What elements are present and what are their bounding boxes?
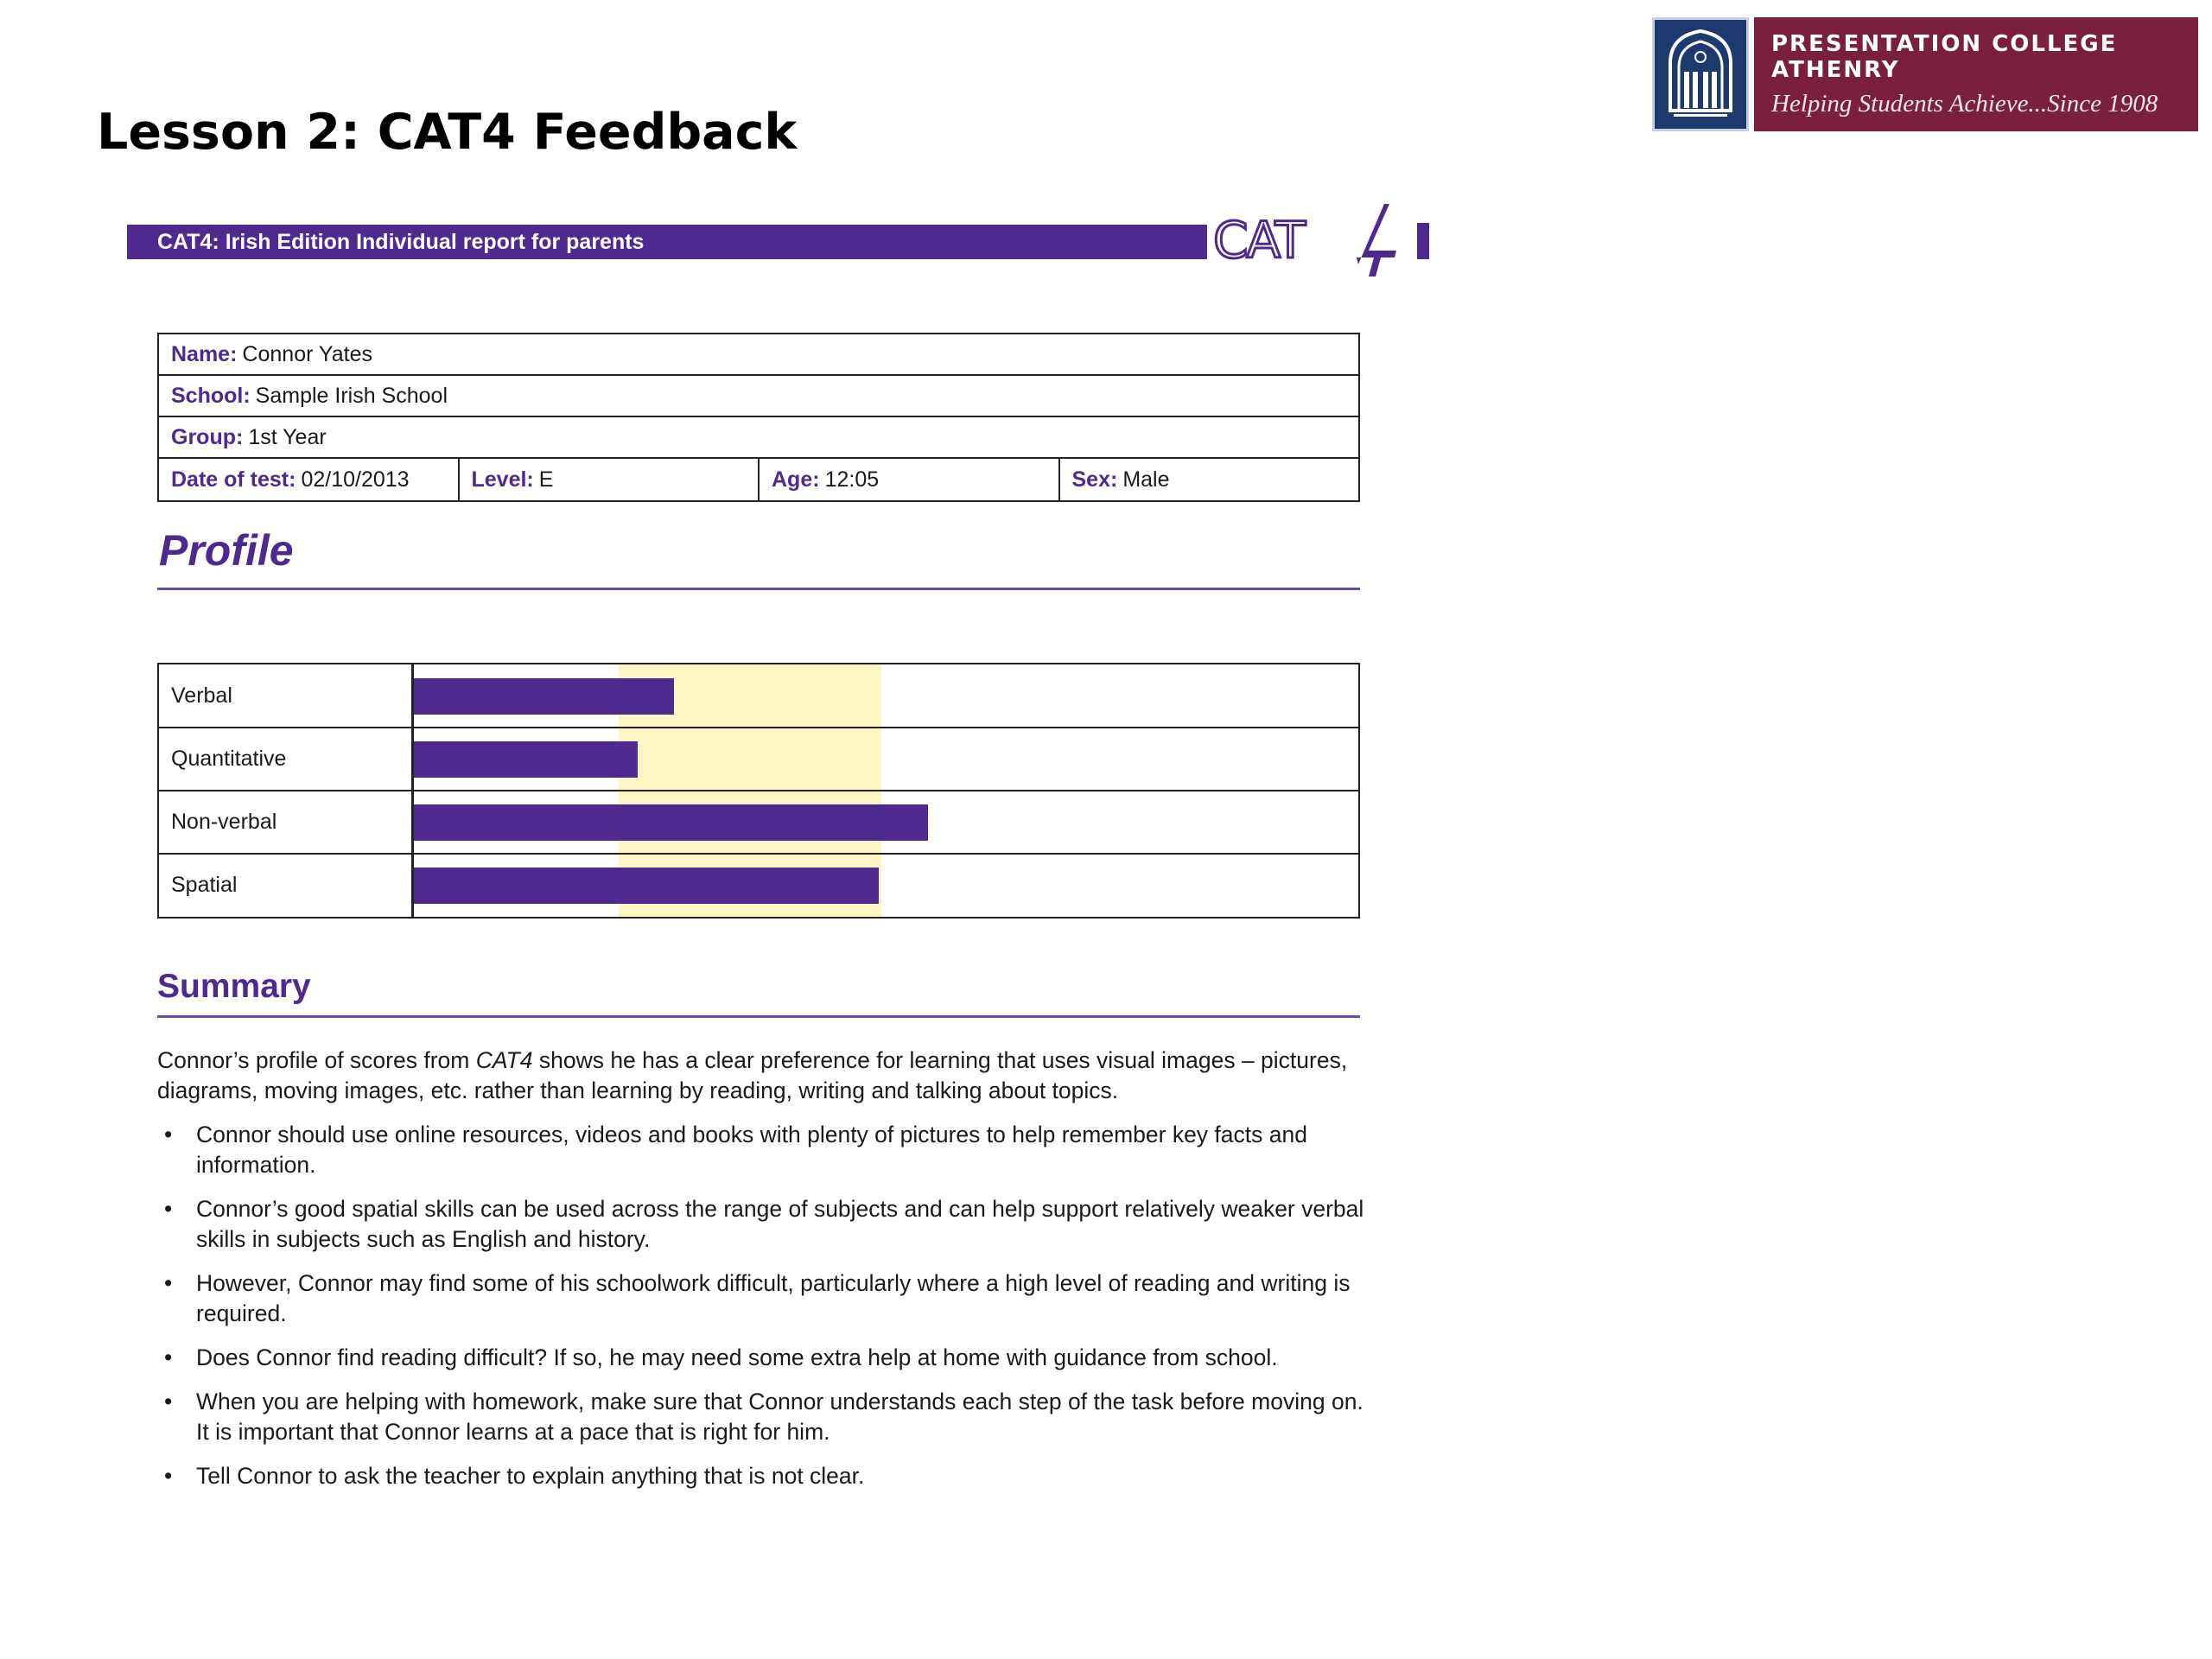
chart-bar [414, 678, 674, 715]
sex-label: Sex: [1071, 467, 1118, 492]
age-cell [760, 459, 1060, 500]
college-motto: Helping Students Achieve...Since 1908 [1771, 89, 2158, 118]
list-item: • Connor should use online resources, videos and books with plenty of pictures to help remember key facts and information. [157, 1120, 1367, 1180]
summary-intro-start: Connor’s profile of scores from [157, 1047, 476, 1073]
level-value: E [538, 467, 554, 492]
date-label: Date of test: [171, 467, 296, 492]
age-label: Age: [772, 467, 820, 492]
student-name: Connor Yates [242, 341, 372, 366]
list-item: • When you are helping with homework, make sure that Connor understands each step of the task before moving on. It is important that Connor learns at a pace that is right for him. [157, 1387, 1367, 1447]
svg-text:CAT: CAT [1213, 211, 1305, 270]
chart-row-divider [159, 853, 1358, 855]
level-label: Level: [471, 467, 534, 492]
date-value: 02/10/2013 [301, 467, 410, 492]
chart-row-divider [159, 790, 1358, 791]
summary-text [157, 1046, 1367, 1505]
college-name: PRESENTATION COLLEGE ATHENRY [1771, 30, 2118, 83]
profile-heading: Profile [159, 526, 294, 575]
group-label: Group: [171, 424, 244, 449]
group-value: 1st Year [248, 424, 327, 449]
summary-bullets [157, 1120, 1367, 1491]
school-label: School: [171, 383, 251, 408]
cat4-logo-icon [1211, 197, 1445, 283]
summary-intro-end: shows he has a clear preference for learning that uses visual images – pictures, diagrams, moving images, etc. rather than learning by reading, writing and talking about topics. [157, 1047, 1348, 1103]
info-row-group [159, 417, 1358, 459]
chart-bar [414, 804, 928, 841]
summary-rule [157, 1015, 1360, 1018]
list-item: • However, Connor may find some of his schoolwork difficult, particularly where a high level of reading and writing is required. [157, 1268, 1367, 1329]
info-row-name [159, 334, 1358, 376]
chart-row-divider [159, 727, 1358, 728]
report-header-bar: CAT4: Irish Edition Individual report for parents [127, 225, 1207, 259]
college-crest-icon [1652, 17, 1749, 131]
info-row-details [159, 459, 1358, 500]
summary-intro [157, 1046, 1367, 1106]
chart-bar [414, 741, 638, 778]
list-item: • Does Connor find reading difficult? If so, he may need some extra help at home with guidance from school. [157, 1343, 1367, 1373]
slide-title: Lesson 2: CAT4 Feedback [97, 104, 798, 161]
sex-value: Male [1122, 467, 1170, 492]
date-cell [159, 459, 460, 500]
chart-bar [414, 868, 879, 904]
chart-category-label: Non-verbal [171, 809, 277, 834]
sex-cell [1060, 459, 1359, 500]
level-cell [460, 459, 760, 500]
school-name: Sample Irish School [255, 383, 448, 408]
student-info-table [157, 333, 1360, 502]
info-row-school [159, 376, 1358, 417]
profile-chart [157, 663, 1360, 918]
chart-category-label: Verbal [171, 683, 232, 708]
summary-heading: Summary [157, 968, 311, 1005]
chart-category-label: Spatial [171, 872, 238, 897]
list-item: • Connor’s good spatial skills can be used across the range of subjects and can help support relatively weaker verbal skills in subjects such as English and history. [157, 1194, 1367, 1255]
summary-intro-cat4: CAT4 [475, 1047, 533, 1073]
name-label: Name: [171, 341, 238, 366]
profile-rule [157, 588, 1360, 590]
age-value: 12:05 [824, 467, 880, 492]
college-logo [1652, 17, 2198, 131]
chart-category-label: Quantitative [171, 746, 287, 771]
list-item: • Tell Connor to ask the teacher to explain anything that is not clear. [157, 1461, 1367, 1491]
